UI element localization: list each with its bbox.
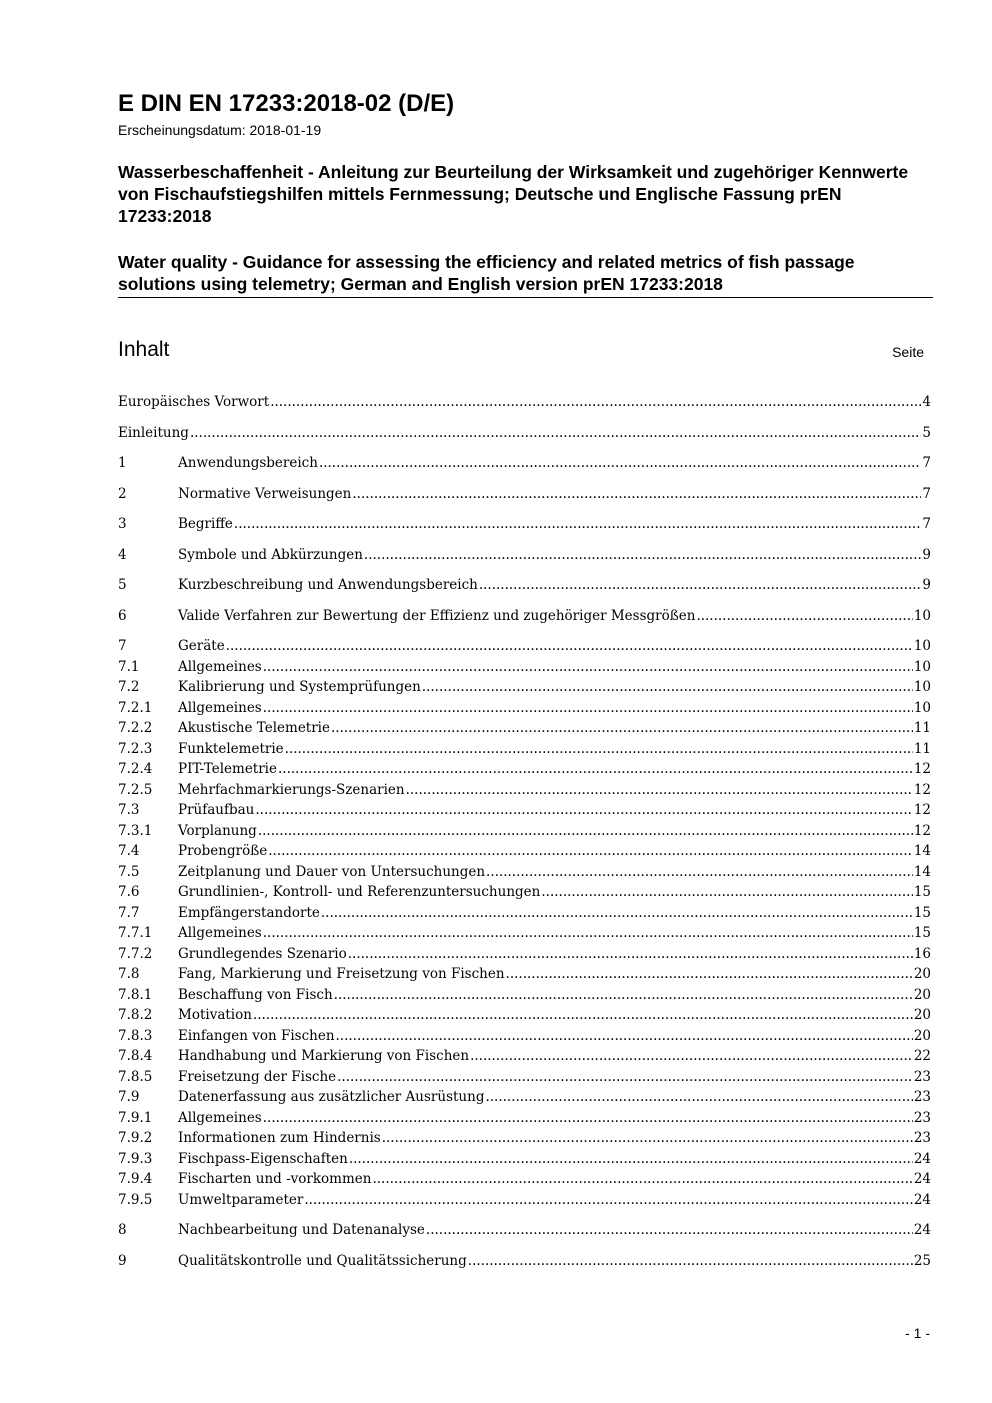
toc-leader-dots — [255, 802, 912, 818]
toc-entry-page: 12 — [913, 761, 931, 777]
toc-entry-page: 24 — [913, 1191, 931, 1208]
toc-entry-number: 2 — [118, 485, 127, 502]
toc-entry-page: 7 — [922, 455, 931, 471]
toc-leader-dots — [541, 884, 912, 900]
toc-entry[interactable] — [118, 1253, 931, 1274]
toc-leader-dots — [348, 946, 913, 962]
toc-leader-dots — [263, 659, 913, 675]
toc-entry-label: Kurzbeschreibung und Anwendungsbereich — [178, 577, 478, 593]
toc-leader-dots — [278, 761, 913, 777]
toc-entry-page: 23 — [913, 1089, 931, 1105]
toc-entry-label: Europäisches Vorwort — [118, 394, 270, 410]
toc-entry-label: Allgemeines — [178, 699, 262, 716]
toc-entry-number: 7.9.5 — [118, 1191, 153, 1208]
toc-entry[interactable] — [118, 843, 931, 864]
toc-entry-page: 24 — [913, 1222, 931, 1238]
toc-entry[interactable] — [118, 884, 931, 905]
toc-entry-number: 3 — [118, 516, 127, 532]
toc-entry-number: 7.9.3 — [118, 1150, 153, 1167]
toc-entry-page: 12 — [913, 802, 931, 818]
toc-entry-label: Vorplanung — [178, 822, 257, 839]
toc-leader-dots — [334, 987, 913, 1003]
contents-heading: Inhalt — [118, 338, 170, 361]
toc-entry-number: 7.8.2 — [118, 1007, 153, 1023]
toc-entry-number: 7.2.4 — [118, 761, 153, 777]
toc-leader-dots — [406, 782, 913, 798]
toc-leader-dots — [304, 1192, 912, 1208]
toc-entry[interactable] — [118, 577, 931, 598]
toc-entry-page: 10 — [913, 699, 931, 716]
toc-entry-page: 10 — [913, 679, 931, 695]
toc-entry-label: Funktelemetrie — [178, 740, 284, 757]
toc-entry[interactable] — [118, 1007, 931, 1028]
toc-entry[interactable] — [118, 741, 931, 762]
toc-leader-dots — [696, 608, 912, 624]
toc-entry-label: Fang, Markierung und Freisetzung von Fischen — [178, 966, 505, 982]
toc-entry-number: 7.7 — [118, 904, 140, 921]
toc-entry-number: 7.8.1 — [118, 986, 153, 1003]
toc-entry-page: 12 — [913, 822, 931, 839]
toc-entry-label: Probengröße — [178, 843, 268, 859]
toc-entry-number: 7.9 — [118, 1089, 140, 1105]
toc-entry-number: 7.8.3 — [118, 1027, 153, 1044]
toc-entry-page: 15 — [913, 884, 931, 900]
toc-entry[interactable] — [118, 547, 931, 568]
toc-entry-number: 7.8 — [118, 966, 140, 982]
toc-leader-dots — [270, 394, 921, 410]
toc-entry-number: 7.9.4 — [118, 1171, 153, 1187]
toc-entry-page: 15 — [913, 925, 931, 941]
toc-entry-number: 7.6 — [118, 884, 140, 900]
toc-leader-dots — [470, 1048, 913, 1064]
toc-entry-label: Nachbearbeitung und Datenanalyse — [178, 1222, 425, 1238]
toc-entry-page: 5 — [922, 424, 931, 441]
toc-entry-number: 7 — [118, 638, 127, 654]
toc-entry-number: 7.2.5 — [118, 781, 153, 798]
toc-entry-page: 7 — [922, 485, 931, 502]
toc-leader-dots — [349, 1151, 913, 1167]
toc-entry-label: Mehrfachmarkierungs-Szenarien — [178, 781, 405, 798]
toc-entry[interactable] — [118, 720, 931, 741]
toc-entry-number: 7.2.3 — [118, 740, 153, 757]
toc-leader-dots — [468, 1253, 913, 1269]
toc-entry-page: 4 — [922, 394, 931, 410]
toc-entry-label: Zeitplanung und Dauer von Untersuchungen — [178, 863, 486, 880]
toc-entry[interactable] — [118, 1192, 931, 1213]
toc-entry[interactable] — [118, 782, 931, 803]
toc-entry-label: Handhabung und Markierung von Fischen — [178, 1048, 470, 1064]
toc-entry-number: 1 — [118, 455, 127, 471]
toc-entry[interactable] — [118, 455, 931, 476]
toc-entry-number: 6 — [118, 607, 127, 624]
toc-leader-dots — [263, 700, 913, 716]
toc-leader-dots — [258, 823, 913, 839]
toc-entry[interactable] — [118, 1222, 931, 1243]
toc-entry-page: 16 — [913, 945, 931, 962]
document-id: E DIN EN 17233:2018-02 (D/E) — [118, 90, 455, 117]
toc-leader-dots — [337, 1069, 913, 1085]
toc-entry[interactable] — [118, 1089, 931, 1110]
toc-entry-label: Freisetzung der Fische — [178, 1068, 337, 1085]
toc-entry-label: Akustische Telemetrie — [178, 720, 330, 736]
toc-leader-dots — [331, 720, 913, 736]
toc-entry-number: 4 — [118, 546, 127, 563]
toc-entry-page: 24 — [913, 1171, 931, 1187]
toc-entry-page: 10 — [913, 658, 931, 675]
toc-leader-dots — [285, 741, 913, 757]
toc-entry[interactable] — [118, 1069, 931, 1090]
toc-entry-number: 7.8.4 — [118, 1048, 153, 1064]
toc-entry[interactable] — [118, 946, 931, 967]
toc-entry-page: 15 — [913, 904, 931, 921]
toc-entry-label: Motivation — [178, 1007, 252, 1023]
toc-leader-dots — [263, 925, 913, 941]
toc-entry-label: Fischpass-Eigenschaften — [178, 1150, 348, 1167]
toc-entry-page: 14 — [913, 863, 931, 880]
toc-entry[interactable] — [118, 1028, 931, 1049]
toc-entry-number: 7.7.2 — [118, 945, 153, 962]
toc-entry-page: 10 — [913, 638, 931, 654]
toc-entry-number: 7.1 — [118, 658, 140, 675]
toc-entry-page: 24 — [913, 1150, 931, 1167]
title-english: Water quality - Guidance for assessing the efficiency and related metrics of fish passage solutions using telemetry; German and English version prEN 17233:2018 — [118, 251, 933, 298]
toc-entry-number: 7.9.2 — [118, 1130, 153, 1146]
toc-entry-label: Qualitätskontrolle und Qualitätssicherung — [178, 1252, 467, 1269]
title-german: Wasserbeschaffenheit - Anleitung zur Beurteilung der Wirksamkeit und zugehöriger Kennwerte von Fischaufstiegshilfen mittels Fernmessung; Deutsche und Englische Fassung prEN 17233:2018 — [118, 162, 909, 226]
toc-entry[interactable] — [118, 608, 931, 629]
toc-entry-label: Informationen zum Hindernis — [178, 1130, 381, 1146]
toc-entry[interactable] — [118, 761, 931, 782]
toc-entry-number: 8 — [118, 1222, 127, 1238]
toc-entry-page: 14 — [913, 843, 931, 859]
toc-leader-dots — [426, 1222, 913, 1238]
toc-entry-page: 20 — [913, 1007, 931, 1023]
toc-entry-label: Geräte — [178, 638, 225, 654]
toc-entry-page: 9 — [922, 577, 931, 593]
toc-entry-label: Begriffe — [178, 516, 233, 532]
toc-entry[interactable] — [118, 1048, 931, 1069]
toc-leader-dots — [485, 1089, 912, 1105]
toc-entry-page: 12 — [913, 781, 931, 798]
toc-entry[interactable] — [118, 516, 931, 537]
toc-entry[interactable] — [118, 659, 931, 680]
toc-entry[interactable] — [118, 925, 931, 946]
toc-leader-dots — [372, 1171, 912, 1187]
toc-leader-dots — [486, 864, 913, 880]
toc-entry-page: 20 — [913, 966, 931, 982]
toc-entry-page: 9 — [922, 546, 931, 563]
toc-entry-page: 23 — [913, 1068, 931, 1085]
toc-entry-page: 20 — [913, 1027, 931, 1044]
toc-entry-page: 11 — [913, 740, 931, 757]
toc-entry-label: Normative Verweisungen — [178, 485, 352, 502]
toc-entry[interactable] — [118, 425, 931, 446]
toc-entry-number: 7.2.2 — [118, 720, 153, 736]
toc-entry-number: 9 — [118, 1252, 127, 1269]
toc-entry-label: Empfängerstandorte — [178, 904, 320, 921]
toc-entry[interactable] — [118, 823, 931, 844]
toc-entry[interactable] — [118, 864, 931, 885]
toc-entry-number: 7.9.1 — [118, 1109, 153, 1126]
toc-leader-dots — [253, 1007, 913, 1023]
toc-entry[interactable] — [118, 1151, 931, 1172]
toc-entry[interactable] — [118, 802, 931, 823]
toc-entry-page: 7 — [922, 516, 931, 532]
toc-leader-dots — [190, 425, 921, 441]
toc-entry-page: 10 — [913, 607, 931, 624]
toc-entry-label: Einfangen von Fischen — [178, 1027, 335, 1044]
toc-entry-number: 7.2.1 — [118, 699, 153, 716]
toc-entry[interactable] — [118, 700, 931, 721]
toc-leader-dots — [336, 1028, 913, 1044]
toc-leader-dots — [422, 679, 913, 695]
toc-entry[interactable] — [118, 966, 931, 987]
toc-entry[interactable] — [118, 679, 931, 700]
toc-entry-label: Datenerfassung aus zusätzlicher Ausrüstung — [178, 1089, 485, 1105]
toc-entry-number: 7.3 — [118, 802, 140, 818]
toc-entry-page: 23 — [913, 1130, 931, 1146]
toc-leader-dots — [352, 486, 921, 502]
toc-leader-dots — [234, 516, 922, 532]
toc-entry-page: 25 — [913, 1252, 931, 1269]
toc-entry-label: Beschaffung von Fisch — [178, 986, 333, 1003]
toc-entry-label: Umweltparameter — [178, 1191, 304, 1208]
toc-leader-dots — [263, 1110, 913, 1126]
toc-entry-label: PIT-Telemetrie — [178, 761, 277, 777]
toc-entry-label: Grundlegendes Szenario — [178, 945, 347, 962]
toc-leader-dots — [506, 966, 913, 982]
toc-leader-dots — [382, 1130, 913, 1146]
toc-entry-label: Anwendungsbereich — [178, 455, 318, 471]
page-column-label: Seite — [892, 344, 924, 360]
footer-page-number: - 1 - — [905, 1325, 930, 1341]
toc-entry-label: Fischarten und -vorkommen — [178, 1171, 372, 1187]
toc-entry-page: 20 — [913, 986, 931, 1003]
toc-entry[interactable] — [118, 638, 931, 659]
toc-entry-number: 7.8.5 — [118, 1068, 153, 1085]
toc-leader-dots — [226, 638, 913, 654]
toc-entry-label: Prüfaufbau — [178, 802, 255, 818]
toc-entry-label: Allgemeines — [178, 1109, 262, 1126]
toc-entry-label: Grundlinien-, Kontroll- und Referenzuntersuchungen — [178, 884, 541, 900]
toc-entry-number: 7.2 — [118, 679, 140, 695]
toc-entry-label: Einleitung — [118, 424, 189, 441]
toc-entry-label: Allgemeines — [178, 925, 262, 941]
toc-entry[interactable] — [118, 905, 931, 926]
table-of-contents — [118, 394, 931, 1273]
toc-entry[interactable] — [118, 1110, 931, 1131]
toc-entry-number: 7.4 — [118, 843, 140, 859]
toc-entry-page: 22 — [913, 1048, 931, 1064]
toc-entry-number: 5 — [118, 577, 127, 593]
toc-entry-page: 23 — [913, 1109, 931, 1126]
toc-entry[interactable] — [118, 394, 931, 415]
toc-leader-dots — [319, 455, 921, 471]
toc-entry-label: Symbole und Abkürzungen — [178, 546, 363, 563]
toc-entry-number: 7.3.1 — [118, 822, 153, 839]
toc-entry[interactable] — [118, 1171, 931, 1192]
toc-leader-dots — [321, 905, 913, 921]
publication-date: Erscheinungsdatum: 2018-01-19 — [118, 122, 322, 138]
toc-leader-dots — [268, 843, 913, 859]
toc-entry-page: 11 — [913, 720, 931, 736]
toc-leader-dots — [479, 577, 922, 593]
toc-entry-number: 7.5 — [118, 863, 140, 880]
toc-entry[interactable] — [118, 1130, 931, 1151]
toc-entry-label: Allgemeines — [178, 658, 262, 675]
toc-entry-label: Kalibrierung und Systemprüfungen — [178, 679, 421, 695]
toc-entry[interactable] — [118, 987, 931, 1008]
toc-entry[interactable] — [118, 486, 931, 507]
toc-entry-label: Valide Verfahren zur Bewertung der Effizienz und zugehöriger Messgrößen — [178, 607, 696, 624]
toc-leader-dots — [364, 547, 921, 563]
toc-entry-number: 7.7.1 — [118, 925, 153, 941]
